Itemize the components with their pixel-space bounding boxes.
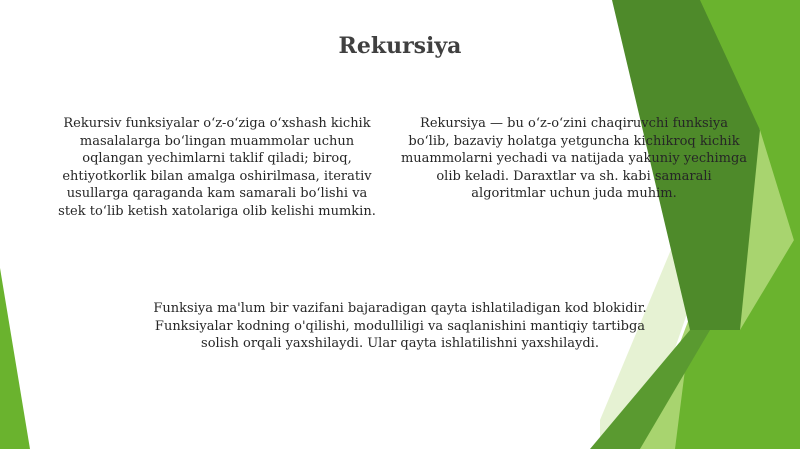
slide-title: Rekursiya bbox=[338, 33, 462, 59]
left-paragraph: Rekursiv funksiyalar o‘z-o‘ziga o‘xshash kichik masalalarga bo‘lingan muammolar uchun oqlangan yechimlarni taklif qiladi; biroq, ehtiyotkorlik bilan amalga oshirilmasa, iterativ usullarga qaraganda kam samarali bo‘lishi va stek to‘lib ketish xatolariga olib kelishi mumkin. bbox=[58, 116, 376, 219]
left-edge-facet bbox=[0, 268, 30, 449]
right-paragraph: Rekursiya — bu o‘z-o‘zini chaqiruvchi funksiya bo‘lib, bazaviy holatga yetguncha kichikroq kichik muammolarni yechadi va natijada yakuniy yechimga olib keladi. Daraxtlar va sh. kabi samarali algoritmlar uchun juda muhim. bbox=[400, 116, 748, 201]
bottom-paragraph: Funksiya ma'lum bir vazifani bajaradigan qayta ishlatiladigan kod blokidir. Funksiyalar kodning o'qilishi, modulliligi va saqlanishini mantiqiy tartibga solish orqali yaxshilaydi. Ular qayta ishlatilishni yaxshilaydi. bbox=[153, 301, 647, 351]
